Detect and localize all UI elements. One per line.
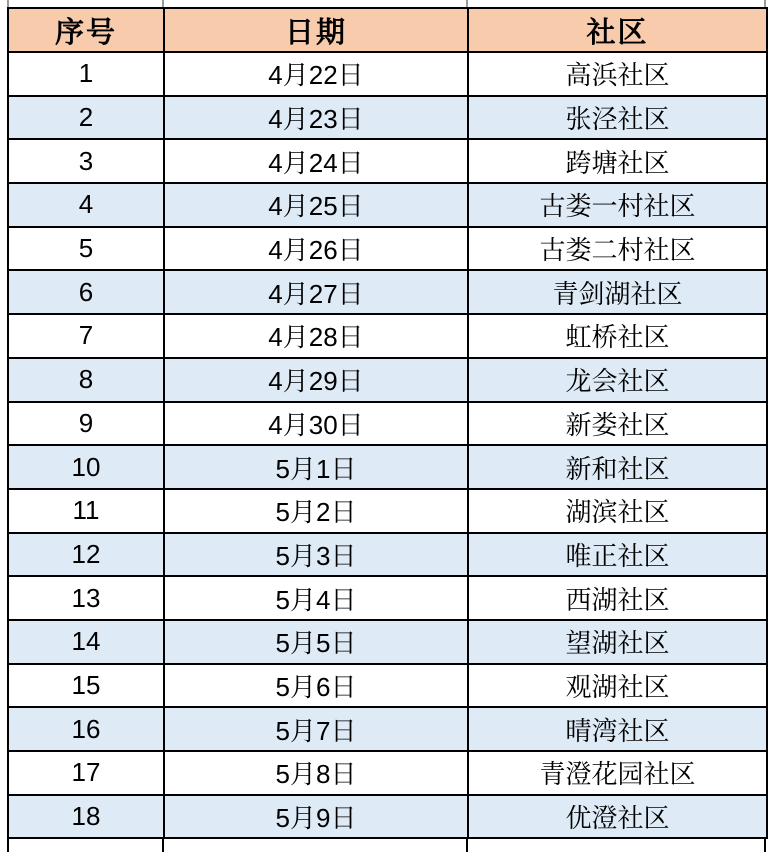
cell-community[interactable]: 古娄一村社区 [468, 183, 767, 227]
cell-no[interactable]: 4 [8, 183, 164, 227]
table-row [8, 795, 767, 839]
cell-community[interactable]: 湖滨社区 [468, 489, 767, 533]
table-row [8, 664, 767, 708]
cell-community[interactable]: 跨塘社区 [468, 139, 767, 183]
gridline-stub [162, 839, 164, 852]
cell-no[interactable]: 2 [8, 96, 164, 140]
table-row [8, 227, 767, 271]
gridline-stub [764, 839, 766, 852]
table-row [8, 314, 767, 358]
cell-date[interactable]: 4月25日 [164, 183, 468, 227]
cell-no[interactable]: 6 [8, 270, 164, 314]
header-row [8, 8, 767, 52]
cell-date[interactable]: 4月28日 [164, 314, 468, 358]
table-row [8, 270, 767, 314]
table-row [8, 576, 767, 620]
table-row [8, 533, 767, 577]
cell-date[interactable]: 5月8日 [164, 751, 468, 795]
header-cell-no[interactable]: 序号 [8, 8, 164, 52]
cell-no[interactable]: 1 [8, 52, 164, 96]
gridline-stub [466, 0, 468, 7]
cell-date[interactable]: 5月2日 [164, 489, 468, 533]
table-row [8, 139, 767, 183]
cell-date[interactable]: 5月3日 [164, 533, 468, 577]
cell-community[interactable]: 张泾社区 [468, 96, 767, 140]
cell-community[interactable]: 优澄社区 [468, 795, 767, 839]
cell-date[interactable]: 4月30日 [164, 402, 468, 446]
cell-community[interactable]: 高浜社区 [468, 52, 767, 96]
cell-date[interactable]: 4月23日 [164, 96, 468, 140]
cell-date[interactable]: 5月7日 [164, 707, 468, 751]
cell-no[interactable]: 17 [8, 751, 164, 795]
cell-no[interactable]: 8 [8, 358, 164, 402]
cell-no[interactable]: 16 [8, 707, 164, 751]
cell-date[interactable]: 4月26日 [164, 227, 468, 271]
table-row [8, 751, 767, 795]
cell-community[interactable]: 青剑湖社区 [468, 270, 767, 314]
gridline-stub [162, 0, 164, 7]
cell-no[interactable]: 18 [8, 795, 164, 839]
table-row [8, 96, 767, 140]
schedule-table [7, 7, 768, 839]
header-cell-community[interactable]: 社区 [468, 8, 767, 52]
partial-next-row [7, 839, 766, 852]
cell-community[interactable]: 古娄二村社区 [468, 227, 767, 271]
cell-date[interactable]: 5月4日 [164, 576, 468, 620]
header-cell-date[interactable]: 日期 [164, 8, 468, 52]
cell-no[interactable]: 9 [8, 402, 164, 446]
cell-community[interactable]: 新娄社区 [468, 402, 767, 446]
cell-no[interactable]: 13 [8, 576, 164, 620]
cell-date[interactable]: 5月1日 [164, 445, 468, 489]
table-row [8, 445, 767, 489]
table-row [8, 620, 767, 664]
cell-community[interactable]: 唯正社区 [468, 533, 767, 577]
gridline-stub [764, 0, 766, 7]
cell-community[interactable]: 晴湾社区 [468, 707, 767, 751]
cell-date[interactable]: 4月24日 [164, 139, 468, 183]
cell-date[interactable]: 5月5日 [164, 620, 468, 664]
cell-date[interactable]: 5月9日 [164, 795, 468, 839]
table-row [8, 52, 767, 96]
cell-date[interactable]: 5月6日 [164, 664, 468, 708]
gridline-stub [7, 839, 9, 852]
table-row [8, 358, 767, 402]
cell-community[interactable]: 观湖社区 [468, 664, 767, 708]
cell-community[interactable]: 青澄花园社区 [468, 751, 767, 795]
cell-community[interactable]: 望湖社区 [468, 620, 767, 664]
table-row [8, 183, 767, 227]
table-row [8, 402, 767, 446]
cell-date[interactable]: 4月29日 [164, 358, 468, 402]
cell-no[interactable]: 5 [8, 227, 164, 271]
cell-date[interactable]: 4月27日 [164, 270, 468, 314]
cropped-gridline-strip [7, 0, 766, 7]
table-area [7, 7, 766, 852]
cell-no[interactable]: 7 [8, 314, 164, 358]
cell-no[interactable]: 14 [8, 620, 164, 664]
cell-no[interactable]: 15 [8, 664, 164, 708]
cell-no[interactable]: 12 [8, 533, 164, 577]
gridline-stub [7, 0, 9, 7]
table-row [8, 489, 767, 533]
cell-date[interactable]: 4月22日 [164, 52, 468, 96]
gridline-stub [466, 839, 468, 852]
cell-community[interactable]: 虹桥社区 [468, 314, 767, 358]
cell-community[interactable]: 龙会社区 [468, 358, 767, 402]
cell-no[interactable]: 11 [8, 489, 164, 533]
table-row [8, 707, 767, 751]
cell-community[interactable]: 西湖社区 [468, 576, 767, 620]
cell-no[interactable]: 10 [8, 445, 164, 489]
cell-no[interactable]: 3 [8, 139, 164, 183]
cell-community[interactable]: 新和社区 [468, 445, 767, 489]
